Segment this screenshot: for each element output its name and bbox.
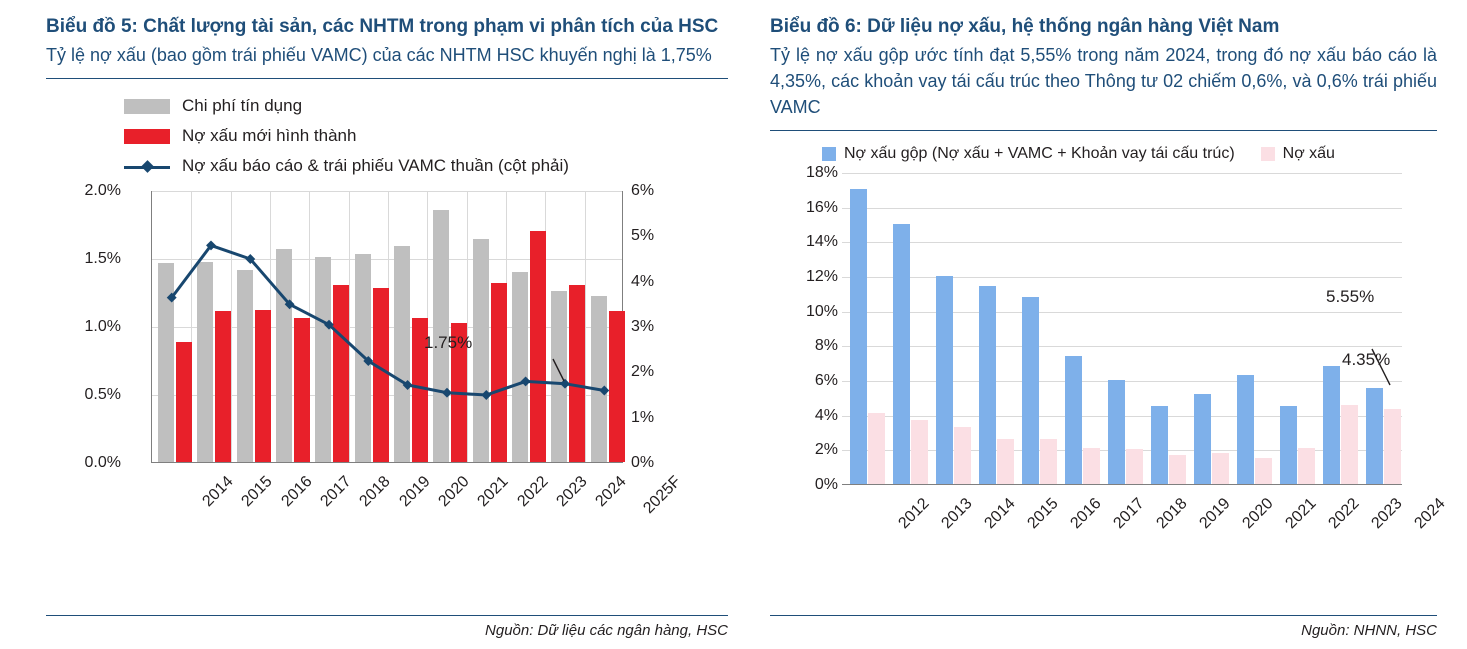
legend-item-npl [1261,145,1335,163]
source-note-left: Nguồn: Dữ liệu các ngân hàng, HSC [485,622,728,639]
y-axis-tick: 8% [814,337,838,355]
y2-axis-tick: 4% [631,272,655,290]
legend-swatch-red-icon [124,129,170,144]
y2-axis-tick: 0% [631,454,655,471]
y-axis-tick: 2% [814,441,838,459]
y-axis-tick: 2.0% [84,182,121,199]
y-axis-tick: 0.5% [84,386,121,403]
legend-label-credit-cost: Chi phí tín dụng [182,96,303,115]
y-axis-tick: 18% [805,164,838,181]
x-axis-tick: 2023 [553,473,591,511]
legend-item-reported-npl [124,153,728,179]
x-axis-tick: 2020 [435,473,473,511]
page-subtitle-right: Tỷ lệ nợ xấu gộp ước tính đạt 5,55% trong năm 2024, trong đó nợ xấu báo cáo là 4,35%, các khoản vay tái cấu trúc theo Thông tư 02 chiếm 0,6%, và 0,6% trái phiếu VAMC [770,45,1437,117]
legend-label-npl: Nợ xấu [1282,145,1335,162]
y-axis-tick: 10% [805,302,838,320]
x-axis-tick: 2023 [1368,495,1406,533]
chart-6 [770,164,1449,533]
legend-item-gross-npl [822,145,1235,163]
annotation-1-75: 1.75% [424,333,473,352]
y2-axis-tick: 6% [631,182,655,199]
x-axis-tick: 2021 [474,473,512,511]
page-subtitle-left: Tỷ lệ nợ xấu (bao gồm trái phiếu VAMC) của các NHTM HSC khuyến nghị là 1,75% [46,45,712,65]
footer-left [46,609,728,639]
x-axis-tick: 2014 [981,495,1019,533]
x-axis-tick: 2018 [356,473,394,511]
chart-5-plot-area [151,191,623,463]
y-axis-tick: 12% [805,268,838,285]
x-axis-tick: 2025F [640,473,685,518]
y-axis-tick: 4% [814,406,838,424]
x-axis-tick: 2016 [1067,495,1105,533]
legend-swatch-grey-icon [124,99,170,114]
x-axis-tick: 2018 [1153,495,1191,533]
legend-label-new-npl: Nợ xấu mới hình thành [182,126,357,145]
y-axis-tick: 0.0% [84,454,121,471]
x-axis-tick: 2015 [1024,495,1062,533]
annotation-leader-line [553,359,564,381]
y-axis-tick: 1.0% [84,318,121,335]
x-axis-tick: 2021 [1282,495,1320,533]
y-axis-tick: 0% [814,476,838,493]
y2-axis-tick: 3% [631,318,655,335]
legend-item-credit-cost [124,93,728,119]
x-axis-tick: 2020 [1239,495,1277,533]
chart-5 [46,182,706,518]
legend-item-new-npl [124,123,728,149]
y2-axis-tick: 2% [631,363,655,381]
annotation-5-55: 5.55% [1326,287,1375,306]
x-axis-tick: 2013 [938,495,976,533]
legend-swatch-pink-icon [1261,147,1275,161]
y2-axis-tick: 1% [631,408,655,426]
legend-left [124,93,728,179]
x-axis-tick: 2019 [1196,495,1234,533]
y2-axis-tick: 5% [631,227,655,245]
x-axis-tick: 2014 [199,473,237,511]
legend-right [822,145,1437,163]
x-axis-tick: 2016 [278,473,316,511]
y-axis-tick: 6% [814,372,838,389]
y-axis-tick: 16% [805,198,838,216]
footer-right [770,609,1437,639]
x-axis-tick: 2017 [1110,495,1148,533]
line-series-overlay [152,191,624,463]
legend-line-marker-icon [124,159,170,174]
annotation-4-35: 4.35% [1342,350,1391,369]
x-axis-tick: 2012 [895,495,933,533]
x-axis-tick: 2022 [514,473,552,511]
x-axis-tick: 2019 [396,473,434,511]
legend-label-gross-npl: Nợ xấu gộp (Nợ xấu + VAMC + Khoản vay tái cấu trúc) [844,145,1235,162]
y-axis-tick: 1.5% [84,250,121,267]
page-title-right: Biểu đồ 6: Dữ liệu nợ xấu, hệ thống ngân hàng Việt Nam [770,16,1280,37]
annotation-leaders-overlay [842,173,1402,485]
line-markers [167,240,609,399]
page-title-left: Biểu đồ 5: Chất lượng tài sản, các NHTM trong phạm vi phân tích của HSC [46,16,719,37]
divider-right-top [770,130,1437,131]
x-axis-tick: 2024 [592,473,630,511]
x-axis-tick: 2017 [317,473,355,511]
x-axis-tick: 2024 [1411,495,1449,533]
legend-label-reported-npl: Nợ xấu báo cáo & trái phiếu VAMC thuần (cột phải) [182,156,569,175]
divider-left-top [46,78,728,79]
y-axis-tick: 14% [805,233,838,251]
chart-panel-right [738,0,1467,649]
legend-swatch-blue-icon [822,147,836,161]
source-note-right: Nguồn: NHNN, HSC [1301,622,1437,639]
x-axis-tick: 2015 [238,473,276,511]
chart-6-plot-area [842,173,1402,485]
line-reported-npl [172,245,605,395]
x-axis-tick: 2022 [1325,495,1363,533]
